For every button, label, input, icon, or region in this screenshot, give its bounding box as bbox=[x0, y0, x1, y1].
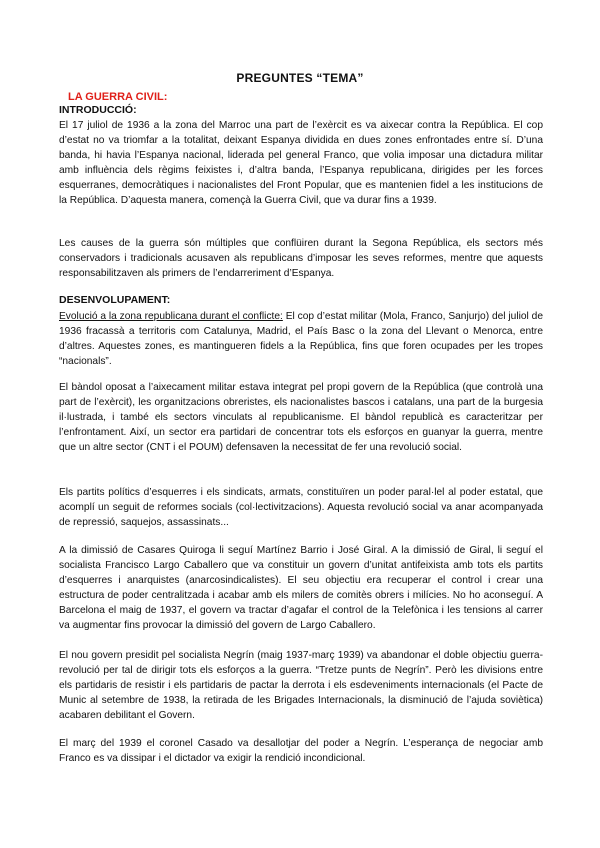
intro-paragraph-1-text: El 17 juliol de 1936 a la zona del Marroc una part de l’exèrcit es va aixecar contra la República. El cop d’estat no va triomfar a la totalitat, deixant Espanya dividida en dues zones enfrontades entre sí. D’una banda, hi havia l’Espanya nacional, liderada pel general Franco, que volia imposar una dictadura militar amb influència dels règims feixistes i, d’altra banda, l’Espanya republicana, dirigides per les forces esquerranes, democràtiques i nacionalistes del Front Popular, que es mantenien fidel a les institucions de la República. D’aquesta manera, començà la Guerra Civil, que va durar fins a 1939. bbox=[59, 120, 543, 206]
development-paragraph-1-text: El cop d’estat militar (Mola, Franco, Sanjurjo) del juliol de 1936 fracassà a territoris com Catalunya, Madrid, el País Basc o la zona del Llevant o Menorca, entre d’altres. Aquestes zones, es mantingueren fidels a la República, fins que foren ocupades per les tropes “nacionals”. bbox=[59, 311, 543, 367]
page-title: PREGUNTES “TEMA” bbox=[236, 71, 364, 85]
development-paragraph-4 bbox=[59, 543, 543, 633]
development-paragraph-3-text: Els partits polítics d’esquerres i els sindicats, armats, constituïren un poder paral·lel al poder estatal, que acomplí un seguit de reformes socials (col·lectivitzacions). Aquesta revolució social va anar acompanyada de repressió, saquejos, assassinats... bbox=[59, 487, 543, 528]
development-subheading: Evolució a la zona republicana durant el conflicte: bbox=[59, 311, 283, 322]
intro-paragraph-1 bbox=[59, 118, 543, 208]
development-paragraph-1 bbox=[59, 309, 543, 369]
development-paragraph-5 bbox=[59, 648, 543, 723]
development-paragraph-2 bbox=[59, 380, 543, 455]
development-paragraph-5-text: El nou govern presidit pel socialista Negrín (maig 1937-març 1939) va abandonar el doble objectiu guerra-revolució per tal de dirigir tots els esforços a la guerra. “Tretze punts de Negrín”. Però les divisions entre els partidaris de resistir i els partidaris de pactar la derrota i els esdeveniments internacionals (el Pacte de Munic al setembre de 1938, la retirada de les Brigades Internacionals, la disminució de l’ajuda soviètica) acabaren debilitant el Govern. bbox=[59, 650, 543, 721]
development-paragraph-4-text: A la dimissió de Casares Quiroga li seguí Martínez Barrio i José Giral. A la dimissió de Giral, li seguí el socialista Francisco Largo Caballero que va constituir un govern d’unitat antifeixista amb tots els partits d’esquerres i anarquistes (anarcosindicalistes). El seu objectiu era recuperar el control i crear una estructura de poder centralitzada i acabar amb els milers de comitès obrers i milícies. No ho aconseguí. A Barcelona el maig de 1937, el govern va tractar d’agafar el control de la Telefònica i les tensions al carrer va augmentar fins provocar la dimissió del govern de Largo Caballero. bbox=[59, 545, 543, 631]
section-label: LA GUERRA CIVIL: bbox=[68, 91, 168, 103]
development-paragraph-6 bbox=[59, 736, 543, 766]
development-heading: DESENVOLUPAMENT: bbox=[59, 294, 171, 306]
intro-heading: INTRODUCCIÓ: bbox=[59, 104, 137, 116]
intro-paragraph-2 bbox=[59, 236, 543, 281]
intro-paragraph-2-text: Les causes de la guerra són múltiples que conflüiren durant la Segona República, els sectors més conservadors i tradicionals acusaven als republicans d’imposar les seves reformes, mentre que aquests responsabilitzaven als primers de l’endarreriment d’Espanya. bbox=[59, 238, 543, 279]
development-paragraph-6-text: El març del 1939 el coronel Casado va desallotjar del poder a Negrín. L’esperança de negociar amb Franco es va dissipar i el dictador va exigir la rendició incondicional. bbox=[59, 738, 543, 764]
development-paragraph-2-text: El bàndol oposat a l’aixecament militar estava integrat pel propi govern de la República (que controlà una part de l’exèrcit), les organitzacions obreristes, els nacionalistes bascos i catalans, una part de la burgesia il·lustrada, i també els sectors vinculats al republicanisme. El bàndol republicà es caracteritzar per l’enfrontament. Així, un sector era partidari de concentrar tots els esforços en guanyar la guerra, mentre que un altre sector (CNT i el POUM) defensaven la necessitat de fer una revolució social. bbox=[59, 382, 543, 453]
development-paragraph-3 bbox=[59, 485, 543, 530]
